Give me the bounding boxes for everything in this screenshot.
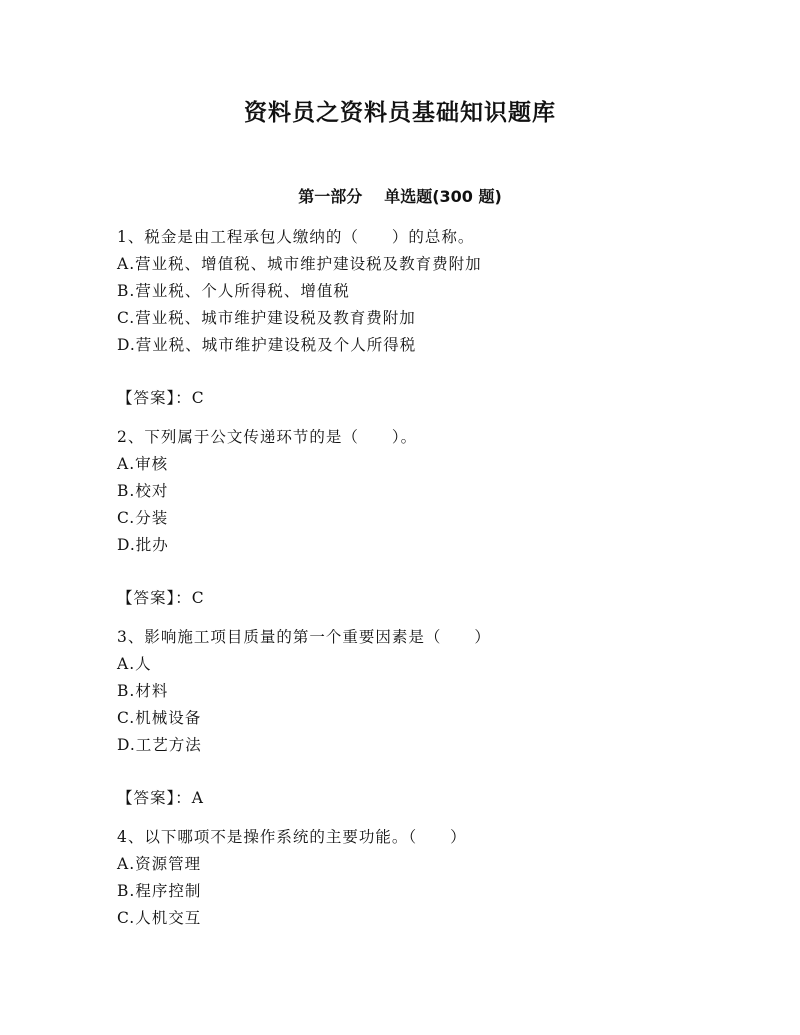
question-stem: 3、影响施工项目质量的第一个重要因素是（ ） — [117, 628, 491, 646]
answer-line — [117, 785, 717, 812]
answer-label: 【答案】： — [117, 389, 192, 407]
question-3 — [117, 624, 717, 812]
answer-value: A — [191, 789, 204, 807]
option-d: D.批办 — [117, 536, 169, 554]
option-c: C.营业税、城市维护建设税及教育费附加 — [117, 309, 416, 327]
answer-line — [117, 385, 717, 412]
option-d: D.工艺方法 — [117, 736, 202, 754]
question-stem: 4、以下哪项不是操作系统的主要功能。（ ） — [117, 828, 467, 846]
option-d: D.营业税、城市维护建设税及个人所得税 — [117, 336, 417, 354]
answer-label: 【答案】： — [117, 589, 192, 607]
option-c: C.机械设备 — [117, 709, 202, 727]
answer-label: 【答案】： — [117, 789, 192, 807]
option-a: A.审核 — [117, 455, 169, 473]
section-heading — [0, 184, 800, 207]
section-name: 单选题(300 题) — [384, 187, 502, 206]
question-4 — [117, 824, 717, 932]
question-2 — [117, 424, 717, 612]
option-a: A.营业税、增值税、城市维护建设税及教育费附加 — [117, 255, 482, 273]
section-part: 第一部分 — [298, 187, 363, 206]
question-list — [117, 224, 717, 932]
option-b: B.材料 — [117, 682, 169, 700]
option-b: B.程序控制 — [117, 882, 202, 900]
question-stem: 2、下列属于公文传递环节的是（ ）。 — [117, 428, 418, 446]
document-title: 资料员之资料员基础知识题库 — [244, 100, 556, 126]
option-b: B.校对 — [117, 482, 169, 500]
question-stem: 1、税金是由工程承包人缴纳的（ ）的总称。 — [117, 228, 475, 246]
option-c: C.人机交互 — [117, 909, 202, 927]
question-1 — [117, 224, 717, 412]
answer-value: C — [191, 389, 205, 407]
option-a: A.人 — [117, 655, 152, 673]
answer-line — [117, 585, 717, 612]
option-b: B.营业税、个人所得税、增值税 — [117, 282, 350, 300]
option-c: C.分装 — [117, 509, 169, 527]
answer-value: C — [191, 589, 205, 607]
option-a: A.资源管理 — [117, 855, 202, 873]
